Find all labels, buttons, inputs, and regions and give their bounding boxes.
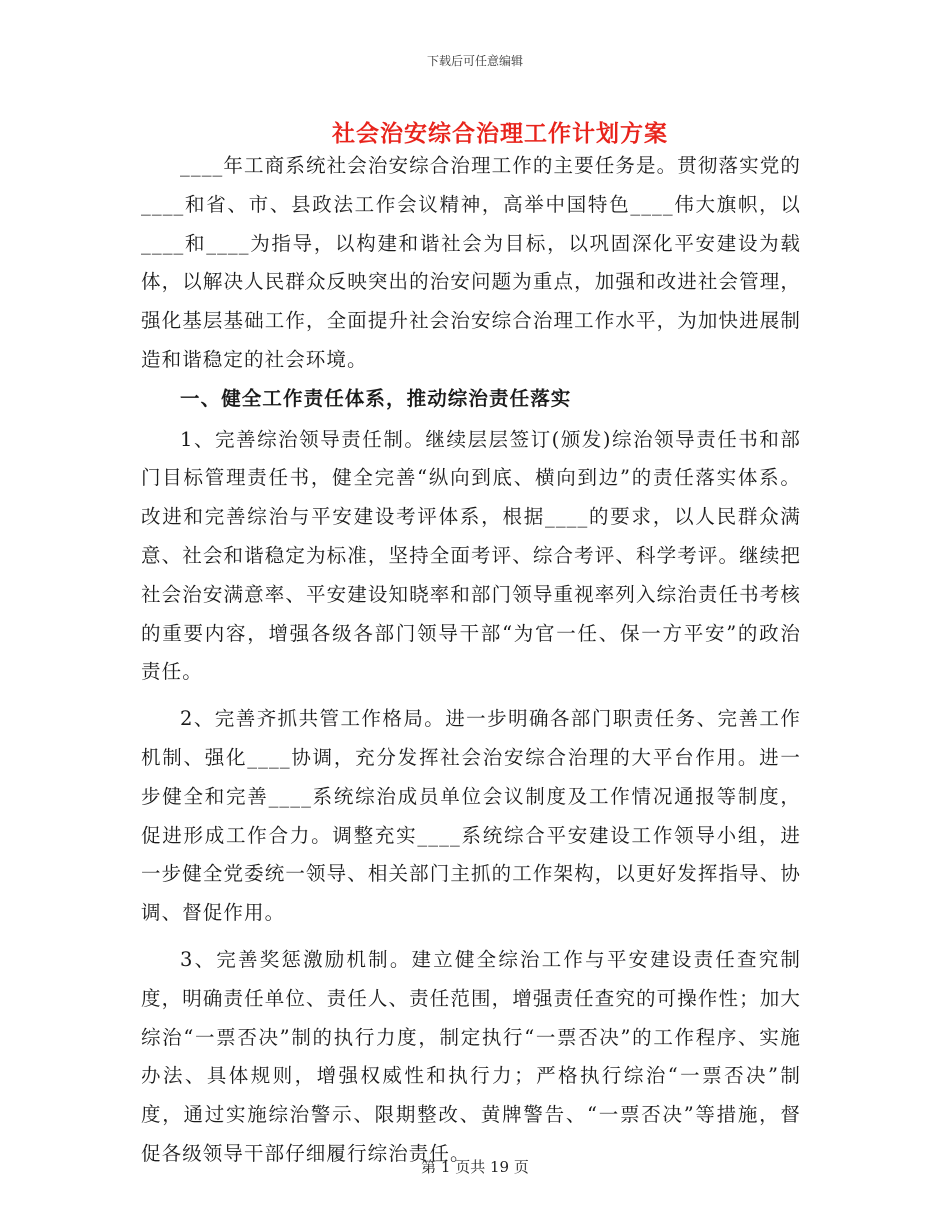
- intro-paragraph: ____年工商系统社会治安综合治理工作的主要任务是。贯彻落实党的____和省、市、县政法工作会议精神，高举中国特色____伟大旗帜，以____和____为指导，以构建和谐社会为目标，以巩固深化平安建设为载体，以解决人民群众反映突出的治安问题为重点，加强和改进社会管理，强化基层基础工作，全面提升社会治安综合治理工作水平，为加快进展制造和谐稳定的社会环境。: [141, 154, 801, 371]
- paragraph-item-3: 3、完善奖惩激励机制。建立健全综治工作与平安建设责任查究制度，明确责任单位、责任人、责任范围，增强责任查究的可操作性；加大综治“一票否决”制的执行力度，制定执行“一票否决”的工作程序、实施办法、具体规则，增强权威性和执行力；严格执行综治“一票否决”制度，通过实施综治警示、限期整改、黄牌警告、“一票否决”等措施，督促各级领导干部仔细履行综治责任。: [141, 947, 801, 1165]
- document-body: [141, 147, 801, 1174]
- document-title: 社会治安综合治理工作计划方案: [332, 120, 668, 147]
- page-number: 第 1 页共 19 页: [421, 1158, 529, 1176]
- section-heading-1: 一、健全工作责任体系，推动综治责任落实: [180, 386, 572, 410]
- paragraph-item-2: 2、完善齐抓共管工作格局。进一步明确各部门职责任务、完善工作机制、强化____协调，充分发挥社会治安综合治理的大平台作用。进一步健全和完善____系统综治成员单位会议制度及工作情况通报等制度，促进形成工作合力。调整充实____系统综合平安建设工作领导小组，进一步健全党委统一领导、相关部门主抓的工作架构，以更好发挥指导、协调、督促作用。: [141, 707, 801, 925]
- paragraph-item-1: 1、完善综治领导责任制。继续层层签订(颁发)综治领导责任书和部门目标管理责任书，健全完善“纵向到底、横向到边”的责任落实体系。改进和完善综治与平安建设考评体系，根据____的要求，以人民群众满意、社会和谐稳定为标准，坚持全面考评、综合考评、科学考评。继续把社会治安满意率、平安建设知晓率和部门领导重视率列入综治责任书考核的重要内容，增强各级各部门领导干部“为官一任、保一方平安”的政治责任。: [141, 427, 801, 684]
- header-note: 下载后可任意编辑: [426, 54, 523, 68]
